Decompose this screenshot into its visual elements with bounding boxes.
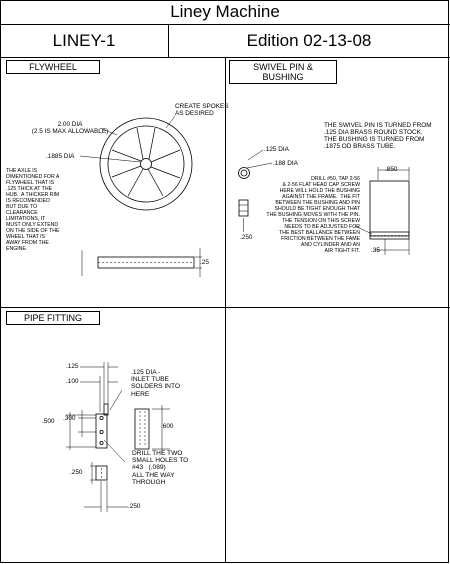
pin-dia-label: .125 DIA	[264, 146, 289, 153]
dim-250a-label: .250	[70, 469, 83, 476]
dim-300-label: .300	[63, 415, 76, 422]
drill-holes-note: DRILL THE TWO SMALL HOLES TO #43 (.089) ALL THE WAY THROUGH	[132, 450, 189, 486]
pin-end-label: .35	[371, 247, 380, 254]
dim-500-label: .500	[42, 418, 55, 425]
inlet-tube-note: .125 DIA - INLET TUBE SOLDERS INTO HERE	[131, 369, 180, 398]
edition-label: Edition 02-13-08	[246, 31, 372, 50]
dim-600-label: .600	[161, 423, 174, 430]
drill-tap-note: DRILL #50, TAP 2-56 & 2-56 FLAT HEAD CAP SCREW HERE WILL HOLD THE BUSHING AGAINST THE FRAME. THE FIT BETWEEN THE BUSHING AND PIN SHOULD BE TIGHT ENOUGH THAT THE BUSHING MOVES WITH THE PIN. THE TENSION ON THIS SCREW NEEDS TO BE ADJUSTED FOR THE BEST BALLANCE BETWEEN FRICTION BETWEEN THE FAME AND CYLINDER AND AN AIR TIGHT FIT.	[266, 176, 360, 254]
flywheel-dia-label: 2.00 DIA (2.5 IS MAX ALLOWABLE)	[31, 121, 109, 135]
dim-100-label: .100	[66, 378, 79, 385]
hub-dia-label: .1885 DIA	[46, 153, 75, 160]
length-850-label: .850	[385, 166, 398, 173]
create-spokes-label: CREATE SPOKES AS DESIRED	[175, 103, 229, 117]
page-title: Liney Machine	[170, 2, 280, 21]
bushing-length-label: .250	[240, 234, 253, 241]
swivel-pin-note: THE SWIVEL PIN IS TURNED FROM .125 DIA BRASS ROUND STOCK. THE BUSHING IS TURNED FROM .1875 OD BRASS TUBE.	[324, 122, 432, 150]
pipe-heading: PIPE FITTING	[6, 311, 100, 325]
axle-note: THE AXLE IS DIMENTIONED FOR A FLYWHEEL THAT IS .125 THICK AT THE HUB. A THICKER RIM IS RECOMENDED BUT DUE TO CLEARANCE LIMITATIONS, IT MUST ONLY EXTEND ON THE SIDE OF THE WHEEL THAT IS AWAY FROM THE ENGINE.	[6, 168, 60, 252]
bushing-dia-label: .188 DIA	[273, 160, 298, 167]
dim-125-label: .125	[66, 363, 79, 370]
flywheel-drawing	[80, 116, 202, 277]
flywheel-heading: FLYWHEEL	[6, 60, 100, 74]
dim-250b-label: .250	[128, 503, 141, 510]
part-number: LINEY-1	[52, 31, 116, 50]
flywheel-thickness-label: .25	[200, 259, 209, 266]
swivel-heading: SWIVEL PIN & BUSHING	[229, 60, 337, 84]
